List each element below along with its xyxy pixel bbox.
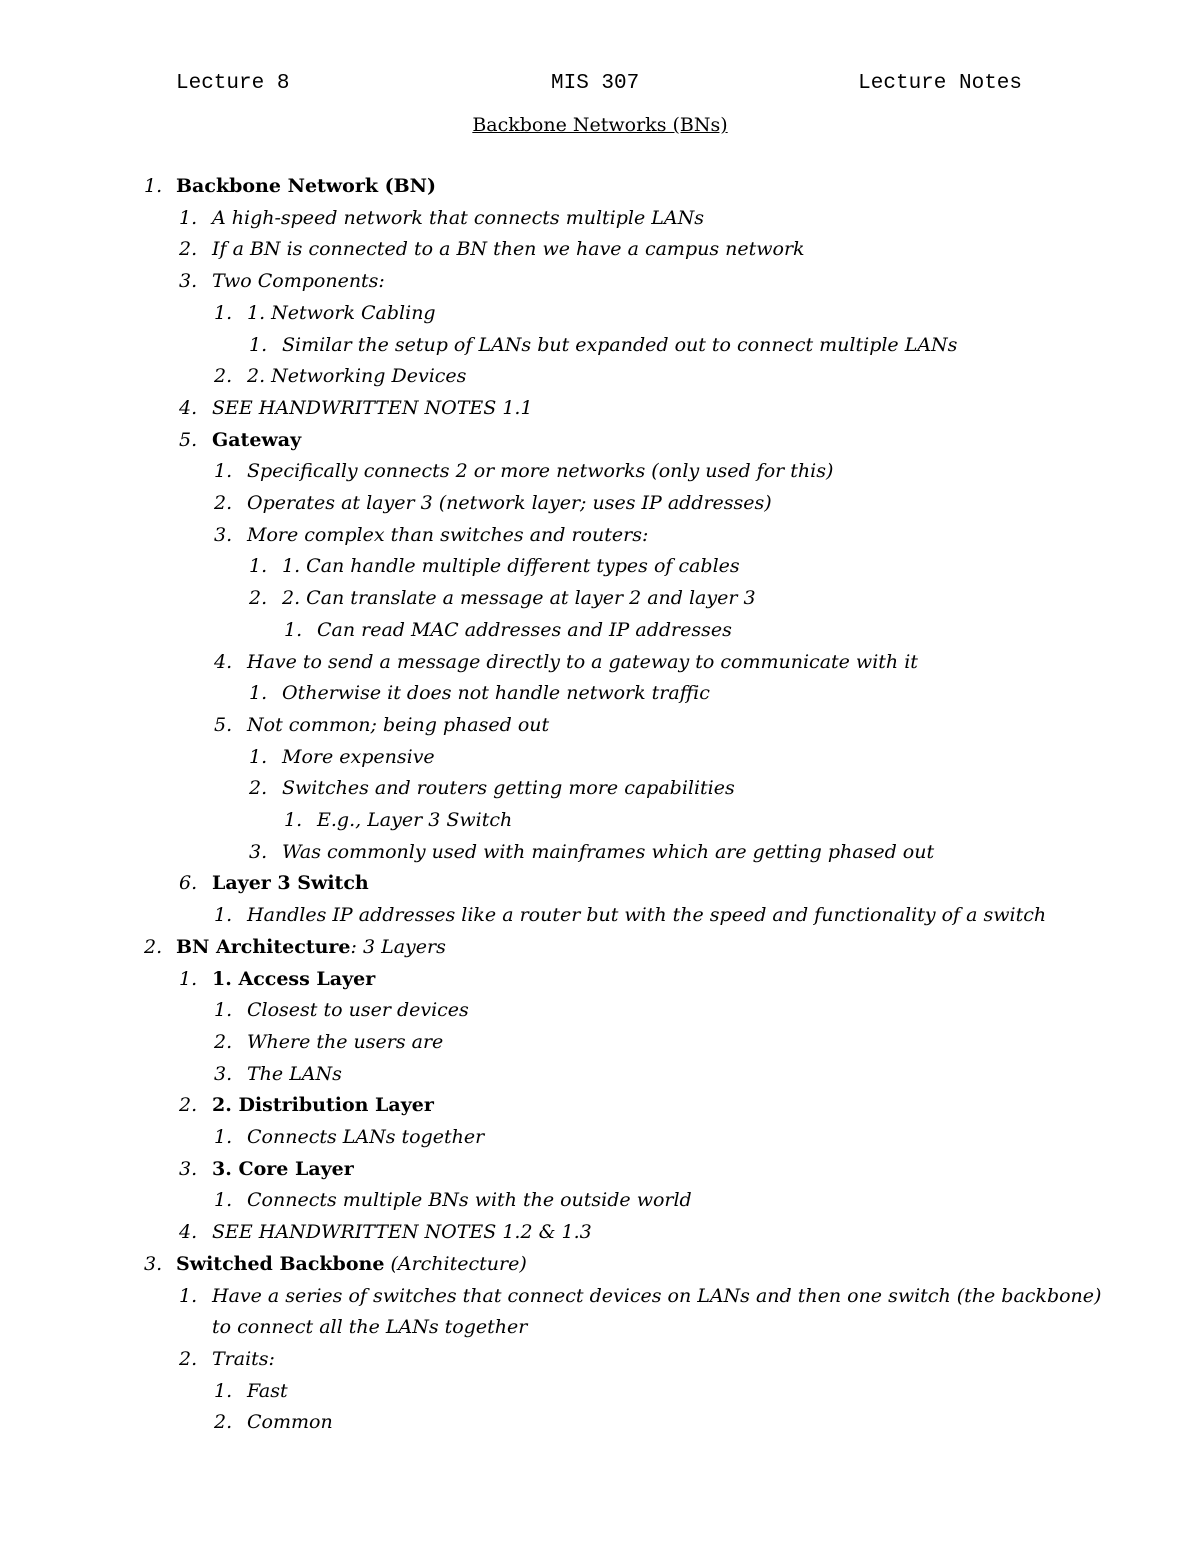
- italic-text: 1. Network Cabling: [247, 301, 436, 324]
- outline-item-text: [282, 551, 740, 581]
- outline-item-number: 2.: [179, 1094, 198, 1117]
- outline-item: [0, 868, 1200, 898]
- outline-item-number: 1.: [249, 333, 268, 356]
- italic-text: More expensive: [282, 745, 435, 768]
- outline-item-text: [212, 1217, 592, 1247]
- outline-item-text: [247, 361, 466, 391]
- italic-text: Similar the setup of LANs but expanded out to connect multiple LANs: [282, 333, 958, 356]
- italic-text: More complex than switches and routers:: [247, 523, 649, 546]
- italic-text: Traits:: [212, 1347, 275, 1370]
- outline-item: [0, 583, 1200, 613]
- outline-item-number: 1.: [179, 1284, 198, 1307]
- outline-item: [0, 1185, 1200, 1215]
- bold-term: BN Architecture: [176, 935, 351, 958]
- outline-item-text: [212, 868, 369, 898]
- outline-item-text: [247, 1185, 692, 1215]
- outline-item-number: 5.: [214, 713, 233, 736]
- header-lecture-number: Lecture 8: [176, 72, 290, 95]
- outline-item-text: [247, 995, 469, 1025]
- italic-text: Was commonly used with mainframes which are getting phased out: [282, 840, 935, 863]
- document-title: Backbone Networks (BNs): [472, 114, 728, 136]
- bold-term: 1. Access Layer: [212, 967, 376, 990]
- outline-item: [0, 171, 1200, 201]
- outline-item-number: 1.: [249, 555, 268, 578]
- outline-item-number: 3.: [214, 523, 233, 546]
- outline-item: [0, 551, 1200, 581]
- header-course-code: MIS 307: [551, 72, 640, 95]
- italic-text: A high-speed network that connects multiple LANs: [212, 206, 704, 229]
- outline-item-text: [212, 425, 301, 455]
- outline-item: [0, 1312, 1200, 1342]
- outline-item-text: [282, 742, 435, 772]
- italic-text: Operates at layer 3 (network layer; uses IP addresses): [247, 492, 772, 514]
- outline-item-number: 2.: [214, 1030, 233, 1053]
- outline-item-number: 2.: [249, 777, 268, 800]
- outline-item-text: [282, 330, 957, 360]
- italic-text: 1. Can handle multiple different types of cables: [282, 555, 740, 578]
- bold-term: Switched Backbone: [176, 1252, 385, 1275]
- italic-text: SEE HANDWRITTEN NOTES 1.1: [212, 396, 533, 419]
- outline-item: [0, 647, 1200, 677]
- outline-item-text: [247, 1376, 288, 1406]
- outline-item-text: [212, 1154, 354, 1184]
- italic-text: : 3 Layers: [350, 935, 446, 958]
- outline-item: [0, 1281, 1200, 1311]
- outline-item-text: [247, 488, 772, 518]
- outline-item: [0, 1344, 1200, 1374]
- header-document-type: Lecture Notes: [858, 72, 1022, 95]
- outline-item-text: [247, 1407, 333, 1437]
- outline-item: [0, 1090, 1200, 1120]
- italic-text: to connect all the LANs together: [212, 1316, 528, 1339]
- outline-item-text: [247, 1027, 443, 1057]
- outline-item: [0, 678, 1200, 708]
- outline-item: [0, 234, 1200, 264]
- outline-item-text: [176, 171, 436, 201]
- outline-item-text: [212, 203, 704, 233]
- italic-text: Two Components:: [212, 270, 385, 293]
- outline-item: [0, 393, 1200, 423]
- italic-text: Where the users are: [247, 1030, 444, 1053]
- outline-item: [0, 900, 1200, 930]
- italic-text: 2. Can translate a message at layer 2 and layer 3: [282, 587, 756, 610]
- outline-item-number: 1.: [179, 967, 198, 990]
- italic-text: Fast: [247, 1379, 288, 1402]
- outline-item-text: [247, 298, 436, 328]
- bold-term: Backbone Network (BN): [176, 175, 437, 197]
- outline-item: [0, 488, 1200, 518]
- outline-item-text: [212, 266, 385, 296]
- italic-text: Have to send a message directly to a gateway to communicate with it: [247, 650, 918, 673]
- outline-item-text: [282, 773, 735, 803]
- italic-text: SEE HANDWRITTEN NOTES 1.2 & 1.3: [212, 1221, 592, 1244]
- outline-item: [0, 520, 1200, 550]
- outline-item-number: 1.: [179, 206, 198, 229]
- outline-item: [0, 742, 1200, 772]
- outline-item-text: [212, 1281, 1101, 1311]
- outline-item-number: 2.: [179, 1347, 198, 1370]
- outline-item: [0, 330, 1200, 360]
- outline-item-text: [212, 1312, 527, 1342]
- outline-item-number: 1.: [249, 745, 268, 768]
- outline-item-number: 1.: [284, 809, 303, 831]
- italic-text: Can read MAC addresses and IP addresses: [317, 618, 732, 641]
- italic-text: Handles IP addresses like a router but with the speed and functionality of a switch: [247, 904, 1047, 927]
- italic-text: Switches and routers getting more capabilities: [282, 777, 735, 800]
- outline-item-text: [212, 1344, 275, 1374]
- italic-text: Have a series of switches that connect devices on LANs and then one switch (the backbone): [212, 1284, 1102, 1307]
- outline-item-text: [176, 932, 446, 962]
- italic-text: Not common; being phased out: [247, 713, 550, 736]
- bold-term: Gateway: [212, 428, 302, 451]
- outline-item: [0, 203, 1200, 233]
- italic-text: Specifically connects 2 or more networks (only used for this): [247, 460, 834, 483]
- outline-item: [0, 1407, 1200, 1437]
- italic-text: Connects LANs together: [247, 1126, 485, 1148]
- outline-item-text: [282, 837, 934, 867]
- italic-text: Common: [247, 1411, 333, 1434]
- outline-item: [0, 805, 1200, 835]
- outline-item-number: 1.: [214, 1379, 233, 1402]
- outline-item-number: 1.: [214, 904, 233, 927]
- bold-term: Layer 3 Switch: [212, 872, 369, 895]
- outline-item-number: 1.: [214, 999, 233, 1022]
- outline-item-text: [212, 393, 533, 423]
- outline-item: [0, 1376, 1200, 1406]
- outline-item-text: [212, 1090, 434, 1120]
- outline-item-number: 2.: [214, 492, 233, 514]
- page-header: [176, 70, 1022, 98]
- italic-text: (Architecture): [384, 1252, 527, 1275]
- outline-item: [0, 615, 1200, 645]
- outline-item-number: 4.: [179, 396, 198, 419]
- outline-item-number: 1.: [214, 1189, 233, 1212]
- outline-item-number: 1.: [284, 618, 303, 641]
- outline-item-number: 5.: [179, 428, 198, 451]
- outline-item: [0, 710, 1200, 740]
- outline-item: [0, 1249, 1200, 1279]
- outline-item-number: 2.: [144, 935, 163, 958]
- outline-item: [0, 932, 1200, 962]
- outline-item-number: 2.: [179, 238, 198, 261]
- outline-item: [0, 773, 1200, 803]
- outline-item: [0, 266, 1200, 296]
- outline-item: [0, 456, 1200, 486]
- outline-item-text: [247, 520, 648, 550]
- outline-item-number: 4.: [214, 650, 233, 673]
- italic-text: Otherwise it does not handle network traffic: [282, 682, 710, 705]
- italic-text: Connects multiple BNs with the outside world: [247, 1189, 692, 1212]
- outline-item-text: [317, 805, 512, 835]
- outline-item-number: 3.: [144, 1252, 163, 1275]
- outline-item: [0, 425, 1200, 455]
- bold-term: 2. Distribution Layer: [212, 1094, 434, 1117]
- outline-item: [0, 1154, 1200, 1184]
- italic-text: Closest to user devices: [247, 999, 469, 1022]
- outline-item: [0, 1059, 1200, 1089]
- italic-text: E.g., Layer 3 Switch: [317, 809, 513, 831]
- outline-item-text: [247, 710, 549, 740]
- outline-item: [0, 361, 1200, 391]
- outline-item-text: [282, 678, 710, 708]
- outline-item: [0, 964, 1200, 994]
- outline-item-text: [212, 234, 805, 264]
- outline-item-number: 3.: [214, 1062, 233, 1085]
- outline-item-text: [317, 615, 732, 645]
- outline-item-number: 2.: [249, 587, 268, 610]
- outline-item-number: 2.: [214, 1411, 233, 1434]
- outline-item-number: 3.: [179, 270, 198, 293]
- outline-item-number: 1.: [144, 175, 163, 197]
- outline-item-number: 6.: [179, 872, 198, 895]
- document-title-row: [0, 112, 1200, 138]
- outline-item: [0, 837, 1200, 867]
- outline-item-number: 1.: [214, 460, 233, 483]
- outline-item-text: [247, 456, 833, 486]
- outline-item: [0, 298, 1200, 328]
- outline-item-text: [282, 583, 756, 613]
- outline-item-number: 3.: [249, 840, 268, 863]
- outline-item: [0, 1027, 1200, 1057]
- outline-item-text: [247, 900, 1046, 930]
- outline-item: [0, 1217, 1200, 1247]
- bold-term: 3. Core Layer: [212, 1157, 354, 1180]
- outline-item-number: 1.: [214, 1126, 233, 1148]
- outline-item-text: [212, 964, 375, 994]
- outline-item-text: [247, 647, 918, 677]
- outline-item: [0, 1122, 1200, 1152]
- outline-item-number: 4.: [179, 1221, 198, 1244]
- outline-item: [0, 995, 1200, 1025]
- outline-item-number: 3.: [179, 1157, 198, 1180]
- outline-item-number: 1.: [214, 301, 233, 324]
- outline-item-text: [247, 1059, 342, 1089]
- outline-item-number: 1.: [249, 682, 268, 705]
- italic-text: 2. Networking Devices: [247, 365, 467, 388]
- outline-item-text: [247, 1122, 484, 1152]
- italic-text: The LANs: [247, 1062, 342, 1085]
- italic-text: If a BN is connected to a BN then we have a campus network: [212, 238, 805, 261]
- outline-item-text: [176, 1249, 527, 1279]
- outline-item-number: 2.: [214, 365, 233, 388]
